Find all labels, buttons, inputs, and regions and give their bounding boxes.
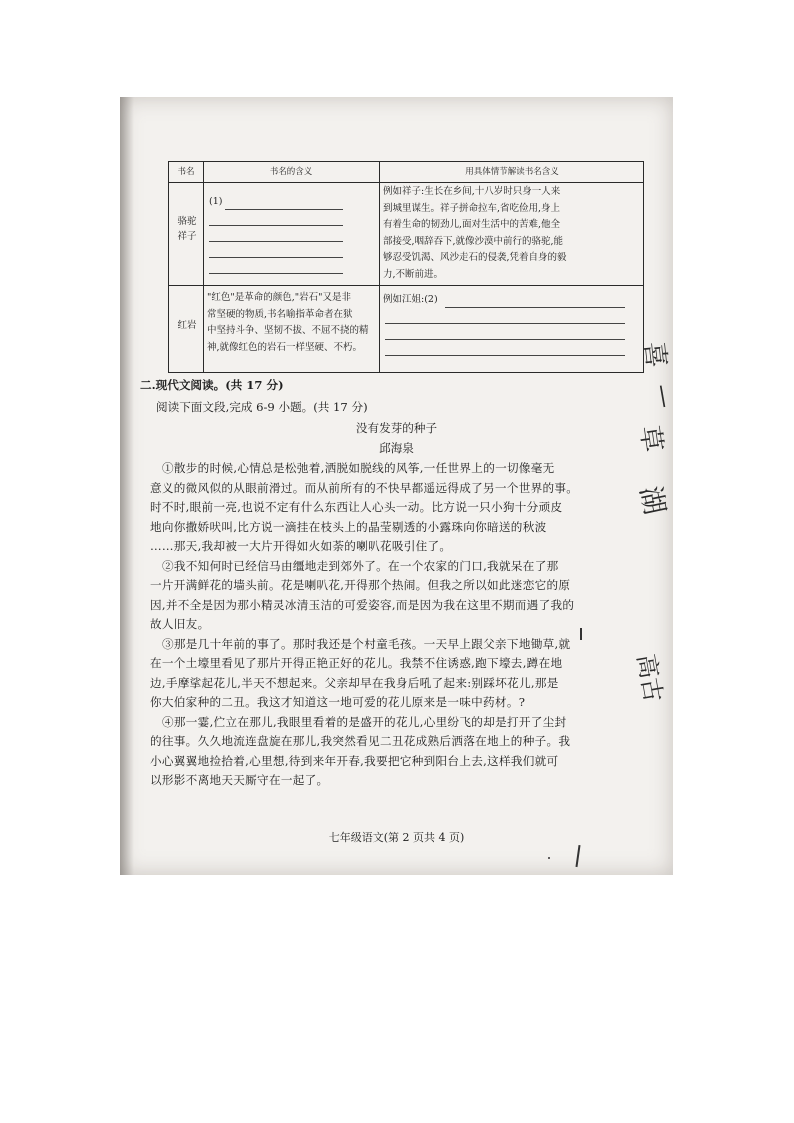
text-line: ①散步的时候,心情总是松弛着,洒脱如脱线的风筝,一任世界上的一切像毫无 [162, 461, 555, 475]
paragraph-4 [150, 713, 640, 791]
table-divider [169, 285, 643, 286]
text-line: ……那天,我却被一大片开得如火如荼的喇叭花吸引住了。 [150, 539, 452, 553]
blank-1-label: (1) [209, 196, 223, 207]
answer-line[interactable] [445, 307, 625, 308]
pen-mark [575, 845, 580, 867]
blank-2-label: 例如江姐:(2) [383, 294, 438, 305]
book-title-table [168, 161, 644, 373]
example-line: 到城里谋生。祥子拼命拉车,省吃俭用,身上 [383, 202, 561, 214]
example-line: 够忍受饥渴、风沙走石的侵袭,凭着自身的毅 [383, 252, 567, 263]
answer-line[interactable] [209, 273, 343, 274]
article-title: 没有发芽的种子 [355, 421, 438, 435]
text-line: 地向你撒娇吠叫,比方说一滴挂在枝头上的晶莹剔透的小露珠向你暗送的秋波 [150, 519, 547, 534]
example-line: 有着生命的韧劲儿,面对生活中的苦难,他全 [383, 219, 561, 230]
text-line: ③那是几十年前的事了。那时我还是个村童毛孩。一天早上跟父亲下地锄草,就 [162, 636, 571, 651]
answer-line[interactable] [385, 323, 625, 324]
page-footer: 七年级语文(第 2 页共 4 页) [328, 831, 465, 844]
book-name-camel [172, 214, 202, 244]
handwritten-note: 高古 [631, 651, 668, 705]
text-line: 一片开满鲜花的墙头前。花是喇叭花,开得那个热闹。但我之所以如此迷恋它的原 [150, 578, 571, 592]
text-line: 边,手摩挲起花儿,半天不想起来。父亲却早在我身后吼了起来:别踩坏花儿,那是 [150, 675, 559, 690]
example-line: 部接受,咽辞吞下,就像沙漠中前行的骆驼,能 [383, 235, 564, 247]
text-line: 因,并不全是因为那小精灵冰清玉洁的可爱姿容,而是因为我在这里不期而遇了我的 [150, 597, 575, 612]
paragraph-1 [150, 459, 640, 557]
book-name-line: 祥子 [177, 231, 197, 242]
book-name-red-rock: 红岩 [177, 320, 197, 331]
example-line: 力,不断前进。 [383, 268, 444, 280]
header-example: 用具体情节解读书名含义 [465, 167, 559, 177]
pen-mark [548, 857, 550, 859]
handwritten-note: — [648, 381, 680, 411]
section-heading: 二.现代文阅读。(共 17 分) [140, 378, 284, 392]
answer-line[interactable] [209, 257, 343, 258]
text-line: ④那一霎,伫立在那儿,我眼里看着的是盛开的花儿,心里纷飞的却是打开了尘封 [162, 714, 567, 729]
article-body [150, 459, 640, 791]
pen-mark [580, 628, 582, 640]
text-line: 的往事。久久地流连盘旋在那儿,我突然看见二丑花成熟后洒落在地上的种子。我 [150, 734, 571, 748]
paragraph-2 [150, 557, 640, 635]
reading-instruction: 阅读下面文段,完成 6-9 小题。(共 17 分) [156, 400, 368, 414]
handwritten-note: 湖 [633, 483, 672, 518]
camel-example-text [383, 184, 643, 283]
answer-line[interactable] [385, 339, 625, 340]
text-line: 在一个土壕里看见了那片开得正艳正好的花儿。我禁不住诱惑,跑下壕去,蹲在地 [150, 656, 563, 670]
text-line: 故人旧友。 [150, 617, 210, 631]
page-edge-shadow [120, 97, 134, 875]
text-line: 以形影不离地天天厮守在一起了。 [150, 773, 329, 787]
text-line: 意义的微风似的从眼前滑过。而从前所有的不快早都遥远得成了另一个世界的事。 [150, 480, 579, 495]
handwritten-note: 喜 [638, 340, 671, 370]
meaning-line: "红色"是革命的颜色,"岩石"又是非 [207, 292, 351, 303]
table-divider [203, 162, 204, 372]
text-line: 小心翼翼地捡拾着,心里想,待到来年开春,我要把它种到阳台上去,这样我们就可 [150, 753, 559, 768]
example-line: 例如祥子:生长在乡间,十八岁时只身一人来 [383, 186, 561, 197]
scanned-page-photo [120, 97, 673, 875]
red-rock-meaning-text [207, 290, 377, 356]
table-divider [379, 162, 380, 372]
answer-line[interactable] [385, 355, 625, 356]
paragraph-3 [150, 635, 640, 713]
text-line: 时不时,眼前一亮,也说不定有什么东西让人心头一动。比方说一只小狗十分顽皮 [150, 500, 563, 514]
answer-line[interactable] [209, 241, 343, 242]
meaning-line: 常坚硬的物质,书名喻指革命者在狱 [207, 308, 353, 320]
book-name-line: 骆驼 [177, 216, 197, 227]
header-book: 书名 [177, 167, 195, 177]
meaning-line: 神,就像红色的岩石一样坚硬、不朽。 [207, 341, 363, 353]
meaning-line: 中坚持斗争、坚韧不拔、不屈不挠的精 [207, 325, 369, 336]
header-meaning: 书名的含义 [269, 167, 313, 177]
text-line: ②我不知何时已经信马由缰地走到郊外了。在一个农家的门口,我就呆在了那 [162, 558, 559, 573]
table-divider [169, 182, 643, 183]
article-author: 邱海泉 [379, 441, 414, 455]
text-line: 你大伯家种的二丑。我这才知道这一地可爱的花儿原来是一味中药材。? [150, 695, 526, 709]
answer-line[interactable] [225, 209, 343, 210]
answer-line[interactable] [209, 225, 343, 226]
handwritten-note: 草 [633, 423, 668, 454]
